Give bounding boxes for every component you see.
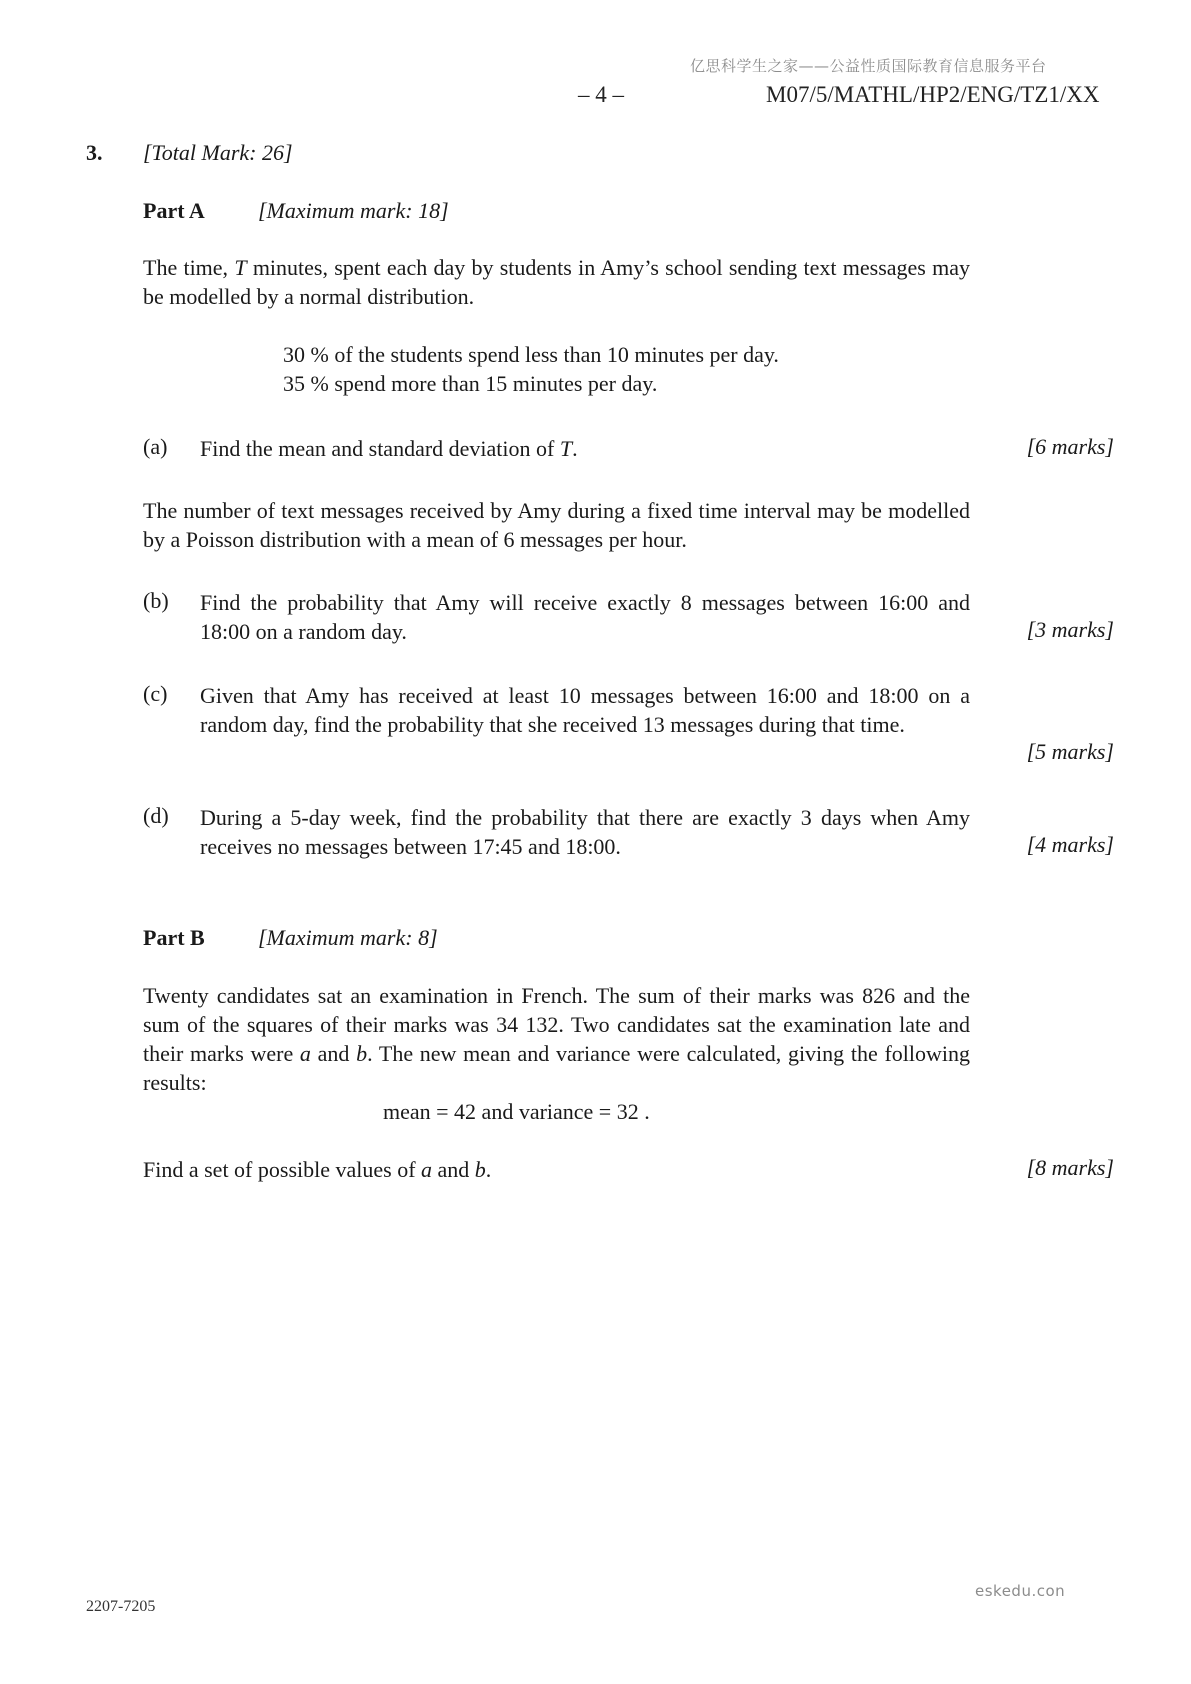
part-b-marks: [3 marks] [1026, 617, 1114, 642]
part-b-max-mark: [Maximum mark: 8] [258, 925, 438, 950]
total-mark: [Total Mark: 26] [143, 140, 293, 165]
part-a-label: (a) [143, 434, 168, 459]
part-b-label: (b) [143, 588, 169, 613]
variable-a: a [299, 1041, 311, 1066]
watermark-top: 亿思科学生之家——公益性质国际教育信息服务平台 [690, 57, 1047, 75]
part-d-question: During a 5-day week, find the probability that there are exactly 3 days when Amy receives no messages between 17:45 and 18:00. [200, 805, 970, 859]
part-b-title: Part B [143, 925, 205, 950]
result-line: mean = 42 and variance = 32 . [383, 1099, 650, 1124]
part-a-marks: [6 marks] [1026, 434, 1114, 459]
page-number: – 4 – [578, 82, 624, 107]
part-b-marks: [8 marks] [1026, 1155, 1114, 1180]
part-a-intro: The time, T minutes, spent each day by students in Amy’s school sending text messages may be modelled by a normal distribution. [143, 255, 970, 309]
variable-t: T [234, 255, 247, 280]
fact-2: 35 % spend more than 15 minutes per day. [283, 371, 658, 396]
part-c-label: (c) [143, 681, 168, 706]
part-b-question: Find a set of possible values of a and b. [143, 1157, 492, 1182]
part-b-question: Find the probability that Amy will receive exactly 8 messages between 16:00 and 18:00 on a random day. [200, 590, 970, 644]
footer-code: 2207-7205 [86, 1598, 156, 1615]
part-a-max-mark: [Maximum mark: 18] [258, 198, 449, 223]
part-c-marks: [5 marks] [1026, 739, 1114, 764]
poisson-intro: The number of text messages received by Amy during a fixed time interval may be modelled by a Poisson distribution with a mean of 6 messages per hour. [143, 498, 970, 552]
part-d-marks: [4 marks] [1026, 832, 1114, 857]
part-c-question: Given that Amy has received at least 10 messages between 16:00 and 18:00 on a random day, find the probability that she received 13 messages during that time. [200, 683, 970, 737]
part-d-label: (d) [143, 803, 169, 828]
part-b-intro: Twenty candidates sat an examination in French. The sum of their marks was 826 and the sum of the squares of their marks was 34 132. Two candidates sat the examination late and their marks were a and b. The new mean and variance were calculated, giving the following results: [143, 983, 971, 1095]
part-a-title: Part A [143, 198, 205, 223]
paper-code: M07/5/MATHL/HP2/ENG/TZ1/XX [766, 82, 1100, 107]
variable-b: b [356, 1041, 368, 1066]
fact-1: 30 % of the students spend less than 10 minutes per day. [283, 342, 779, 367]
question-number: 3. [86, 140, 103, 165]
watermark-bottom: eskedu.con [975, 1582, 1066, 1600]
part-a-question: Find the mean and standard deviation of T. [200, 436, 578, 461]
